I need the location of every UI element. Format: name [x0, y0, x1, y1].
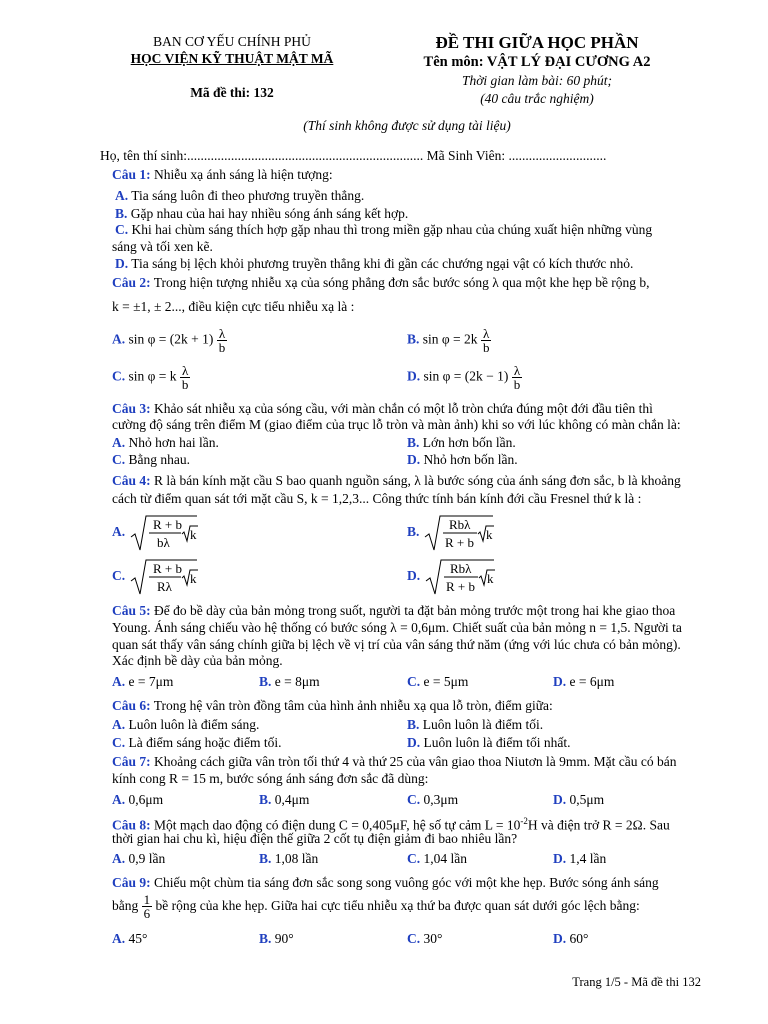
svg-text:k: k: [485, 526, 493, 542]
question-5: Câu 5: Để đo bề dày của bản mỏng trong suốt, người ta đặt bản mỏng trước một trong hai khe giao thoa: [112, 603, 676, 618]
question-5-line3: quan sát thấy vân sáng chính giữa bị lệch về vị trí của vân sáng thứ năm (ứng với lúc chưa có bản mỏng).: [112, 637, 681, 652]
question-2: Câu 2: Trong hiện tượng nhiễu xạ của sóng phẳng đơn sắc bước sóng λ qua một khe hẹp bề rộng b,: [112, 275, 650, 290]
q8-option-b: B. 1,08 lần: [259, 851, 319, 866]
q7-option-d: D. 0,5μm: [553, 792, 605, 807]
q5-option-d: D. e = 6μm: [553, 674, 615, 689]
q6-option-a: A. Luôn luôn là điểm sáng.: [112, 717, 260, 732]
question-3-cont: cường độ sáng trên điểm M (giao điểm của trục lỗ tròn và màn ảnh) khi so với lúc không có màn chắn là:: [112, 417, 681, 432]
q2-option-a: A. sin φ = (2k + 1) $\frac{\lambda}{b}$: [112, 326, 226, 355]
q9-option-c: C. 30°: [407, 931, 443, 946]
q9-option-a: A. 45°: [112, 931, 148, 946]
question-8: Câu 8: Một mạch dao động có điện dung C = 0,405μF, hệ số tự cảm $L = 10^{-2}H$ và điện trở R = 2Ω. Sau: [112, 816, 670, 833]
question-3: Câu 3: Khảo sát nhiễu xạ của sóng cầu, với màn chắn có một lỗ tròn chứa đúng một đới đầu tiên thì: [112, 401, 653, 416]
q1-option-a: A. Tia sáng luôn đi theo phương truyền thẳng.: [115, 188, 365, 203]
exam-title: ĐỀ THI GIỮA HỌC PHẦN: [435, 33, 639, 52]
one-sixth-fraction: $\frac{1}{6}$: [143, 892, 151, 922]
institute-name: HỌC VIỆN KỸ THUẬT MẬT MÃ: [130, 51, 334, 66]
question-6: Câu 6: Trong hệ vân tròn đồng tâm của hình ảnh nhiễu xạ qua lỗ tròn, điểm giữa:: [112, 698, 553, 713]
q4-option-b: B. Rbλ R + b k: [407, 512, 495, 553]
student-info-line: Họ, tên thí sinh:...................................................................... Mã Sinh Viên: .............................: [100, 148, 607, 163]
svg-text:R + b: R + b: [445, 578, 475, 594]
svg-text:Rλ: Rλ: [156, 578, 172, 594]
q1-option-d: D. Tia sáng bị lệch khỏi phương truyền thẳng khi đi gần các chướng ngại vật có kích thước nhỏ.: [115, 256, 634, 271]
lambda-over-b: $\frac{\lambda}{b}$: [218, 326, 226, 355]
q9-option-d: D. 60°: [553, 931, 589, 946]
q5-option-a: A. e = 7μm: [112, 674, 174, 689]
question-9: Câu 9: Chiếu một chùm tia sáng đơn sắc song song vuông góc với một khe hẹp. Bước sóng ánh sáng: [112, 875, 659, 890]
q4-option-c: C. R + b Rλ k: [112, 556, 199, 597]
q1-option-b: B. Gặp nhau của hai hay nhiều sóng ánh sáng kết hợp.: [115, 206, 409, 221]
q6-option-d: D. Luôn luôn là điểm tối nhất.: [407, 735, 571, 750]
q1-option-c: C. Khi hai chùm sáng thích hợp gặp nhau thì trong miền gặp nhau của chúng xuất hiện những vùng: [115, 222, 653, 237]
q4-option-d: D. Rbλ R + b k: [407, 556, 496, 597]
time-limit: Thời gian làm bài: 60 phút;: [461, 73, 613, 88]
org-name: BAN CƠ YẾU CHÍNH PHỦ: [153, 34, 311, 49]
question-2-cont: k = ±1, ± 2..., điều kiện cực tiểu nhiễu xạ là :: [112, 299, 355, 314]
question-5-line4: Xác định bề dày của bản mỏng.: [112, 653, 283, 668]
q5-option-c: C. e = 5μm: [407, 674, 469, 689]
exam-note: (Thí sinh không được sử dụng tài liệu): [303, 118, 511, 133]
svg-text:bλ: bλ: [156, 534, 170, 550]
q4-option-a: A. R + b bλ k: [112, 512, 199, 553]
svg-text:R + b: R + b: [152, 516, 182, 532]
question-7: Câu 7: Khoảng cách giữa vân tròn tối thứ 4 và thứ 25 của vân giao thoa Niutơn là 9mm. Mặt cầu có bán: [112, 754, 677, 769]
q7-option-b: B. 0,4μm: [259, 792, 310, 807]
q2-option-d: D. sin φ = (2k − 1) $\frac{\lambda}{b}$: [407, 363, 521, 392]
q5-option-b: B. e = 8μm: [259, 674, 320, 689]
question-count: (40 câu trắc nghiệm): [480, 91, 594, 106]
exam-code: Mã đề thi: 132: [190, 85, 274, 100]
svg-text:Rbλ: Rbλ: [449, 560, 471, 576]
page-footer: Trang 1/5 - Mã đề thi 132: [572, 975, 701, 989]
q6-option-c: C. Là điểm sáng hoặc điểm tối.: [112, 735, 282, 750]
question-7-cont: kính cong R = 15 m, bước sóng ánh sáng đơn sắc đã dùng:: [112, 771, 429, 786]
formula-a: [129, 513, 199, 553]
q6-option-b: B. Luôn luôn là điểm tối.: [407, 717, 544, 732]
question-4: Câu 4: R là bán kính mặt cầu S bao quanh nguồn sáng, λ là bước sóng của ánh sáng đơn sắc, b là khoảng: [112, 473, 681, 488]
q8-option-c: C. 1,04 lần: [407, 851, 467, 866]
svg-text:R + b: R + b: [444, 534, 474, 550]
q3-option-c: C. Bằng nhau.: [112, 452, 190, 467]
svg-text:Rbλ: Rbλ: [448, 516, 471, 532]
formula-d: [424, 557, 496, 597]
q8-option-d: D. 1,4 lần: [553, 851, 607, 866]
svg-text:k: k: [189, 570, 196, 586]
q7-option-c: C. 0,3μm: [407, 792, 459, 807]
q3-option-b: B. Lớn hơn bốn lần.: [407, 435, 516, 450]
q3-option-a: A. Nhỏ hơn hai lần.: [112, 435, 219, 450]
q2-option-b: B. sin φ = 2k $\frac{\lambda}{b}$: [407, 326, 490, 355]
q9-option-b: B. 90°: [259, 931, 294, 946]
q1-option-c-cont: sáng và tối xen kẽ.: [112, 239, 213, 254]
question-1: Câu 1: Nhiễu xạ ánh sáng là hiện tượng:: [112, 167, 333, 182]
q7-option-a: A. 0,6μm: [112, 792, 164, 807]
q8-option-a: A. 0,9 lần: [112, 851, 166, 866]
q2-option-c: C. sin φ = k $\frac{\lambda}{b}$: [112, 363, 189, 392]
question-9-cont: bằng $\frac{1}{6}$ bề rộng của khe hẹp. Giữa hai cực tiểu nhiễu xạ thứ ba được quan sát dưới góc lệch bằng:: [112, 892, 640, 922]
subject: Tên môn: VẬT LÝ ĐẠI CƯƠNG A2: [423, 54, 651, 70]
formula-c: [129, 557, 199, 597]
svg-text:k: k: [486, 570, 493, 586]
q3-option-d: D. Nhỏ hơn bốn lần.: [407, 452, 518, 467]
svg-text:k: k: [189, 526, 196, 542]
svg-text:R + b: R + b: [152, 560, 182, 576]
question-4-cont: cách từ điểm quan sát tới mặt cầu S, k = 1,2,3... Công thức tính bán kính đới cầu Fresnel thứ k là :: [112, 491, 642, 506]
formula-b: [423, 513, 495, 553]
question-8-cont: thời gian hai chu kì, hiệu điện thế giữa 2 cốt tụ điện giảm đi bao nhiêu lần?: [112, 831, 518, 846]
question-5-line2: Young. Ánh sáng chiếu vào hệ thống có bước sóng λ = 0,6μm. Chiết suất của bản mỏng n = 1,5. Người ta: [112, 620, 682, 635]
